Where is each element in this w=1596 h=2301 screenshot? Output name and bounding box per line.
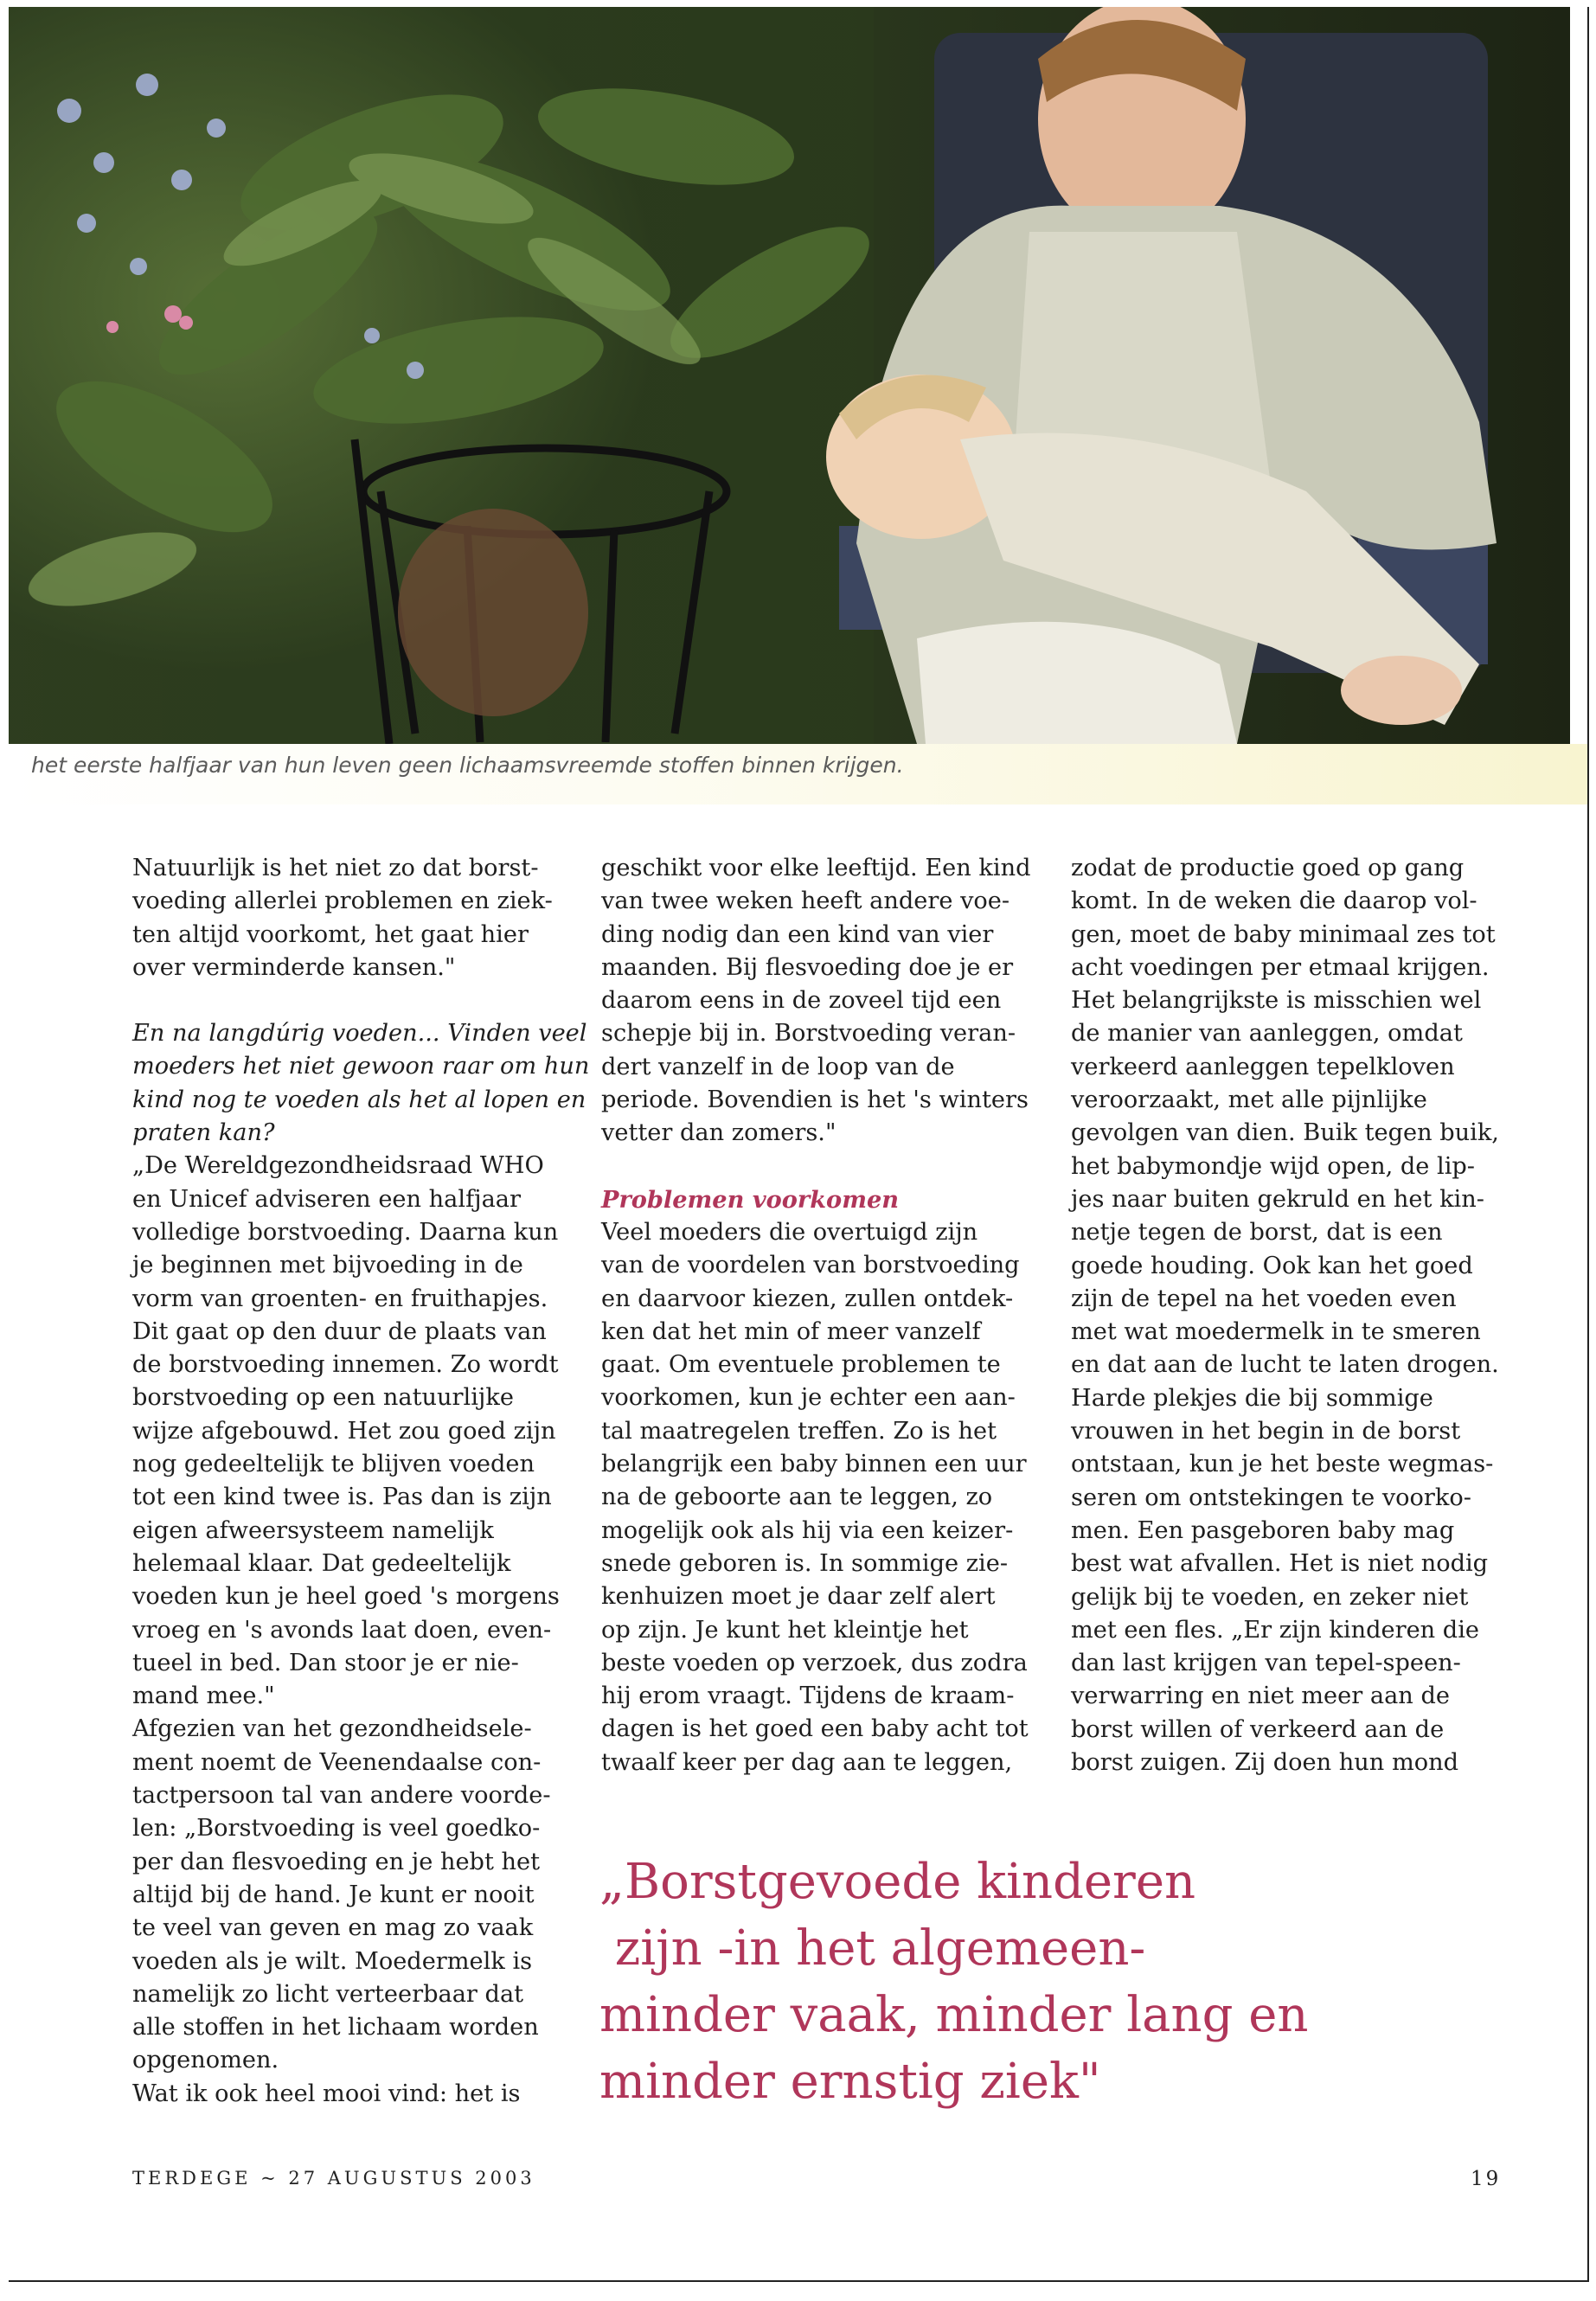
garden-photo-illustration: [9, 7, 1570, 744]
column-1-paragraph-2: „De Wereldgezondheidsraad WHO en Unicef adviseren een halfjaar volledige borstvoeding. Daarna kun je beginnen met bijvoeding in de vorm van groenten- en fruithapjes. Dit gaat op den duur de plaats van de borstvoeding innemen. Zo wordt borstvoeding op een natuurlijke wijze afgebouwd. Het zou goed zijn nog gedeeltelijk te blijven voeden tot een kind twee is. Pas dan is zijn eigen afweersysteem namelijk helemaal klaar. Dat gedeeltelijk voeden kun je heel goed 's morgens vroeg en 's avonds laat doen, even- tueel in bed. Dan stoor je er nie- mand mee." Afgezien van het gezondheidsele- ment noemt de Veenendaalse con- tactpersoon tal van andere voorde- len: „Borstvoeding is veel goedko- per dan flesvoeding en je hebt het altijd bij de hand. Je kunt er nooit te veel van geven en mag zo vaak voeden als je wilt. Moedermelk is namelijk zo licht verteerbaar dat alle stoffen in het lichaam worden opgenomen. Wat ik ook heel mooi vind: het is: [132, 1152, 560, 2107]
pull-quote-text: „Borstgevoede kinderen zijn -in het algemeen- minder vaak, minder lang en minder ernstig ziek": [599, 1854, 1309, 2110]
section-heading: Problemen voorkomen: [601, 1185, 900, 1214]
column-3: [1071, 852, 1521, 1779]
column-2-paragraph-1: geschikt voor elke leeftijd. Een kind van twee weken heeft andere voe- ding nodig dan een kind van vier maanden. Bij flesvoeding doe je er daarom eens in de zoveel tijd een schepje bij in. Borstvoeding veran- dert vanzelf in de loop van de periode. Bovendien is het 's winters vetter dan zomers.": [601, 855, 1031, 1147]
interview-question: En na langdúrig voeden... Vinden veel moeders het niet gewoon raar om hun kind nog te voeden als het al lopen en praten kan?: [132, 1020, 590, 1147]
photo-breastfeeding-garden: [9, 7, 1570, 744]
footer-publication: TERDEGE ~ 27 AUGUSTUS 2003: [132, 2168, 535, 2189]
column-1: [132, 852, 590, 2111]
column-3-paragraph-1: zodat de productie goed op gang komt. In de weken die daarop vol- gen, moet de baby minimaal zes tot acht voedingen per etmaal krijgen. Het belangrijkste is misschien wel de manier van aanleggen, omdat verkeerd aanleggen tepelkloven veroorzaakt, met alle pijnlijke gevolgen van dien. Buik tegen buik, het babymondje wijd open, de lip- jes naar buiten gekruld en het kin- netje tegen de borst, dat is een goede houding. Ook kan het goed zijn de tepel na het voeden even met wat moedermelk in te smeren en dat aan de lucht te laten drogen. Harde plekjes die bij sommige vrouwen in het begin in de borst ontstaan, kun je het beste wegmas- seren om ontstekingen te voorko- men. Een pasgeboren baby mag best wat afvallen. Het is niet nodig gelijk bij te voeden, en zeker niet met een fles. „Er zijn kinderen die dan last krijgen van tepel-speen- verwarring en niet meer aan de borst willen of verkeerd aan de borst zuigen. Zij doen hun mond: [1071, 855, 1499, 1777]
photo-caption: het eerste halfjaar van hun leven geen lichaamsvreemde stoffen binnen krijgen.: [31, 753, 904, 778]
column-2-paragraph-2: Veel moeders die overtuigd zijn van de voordelen van borstvoeding en daarvoor kiezen, zullen ontdek- ken dat het min of meer vanzelf gaat. Om eventuele problemen te voorkomen, kun je echter een aan- tal maatregelen treffen. Zo is het belangrijk een baby binnen een uur na de geboorte aan te leggen, zo mogelijk ook als hij via een keizer- snede geboren is. In sommige zie- kenhuizen moet je daar zelf alert op zijn. Je kunt het kleintje het beste voeden op verzoek, dus zodra hij erom vraagt. Tijdens de kraam- dagen is het goed een baby acht tot twaalf keer per dag aan te leggen,: [601, 1218, 1029, 1776]
pull-quote: [599, 1849, 1465, 2115]
page-number: 19: [1471, 2168, 1502, 2190]
column-1-paragraph-1: Natuurlijk is het niet zo dat borst- voeding allerlei problemen en ziek- ten altijd voorkomt, het gaat hier over verminderde kansen.": [132, 855, 553, 981]
column-2: [601, 852, 1051, 1779]
